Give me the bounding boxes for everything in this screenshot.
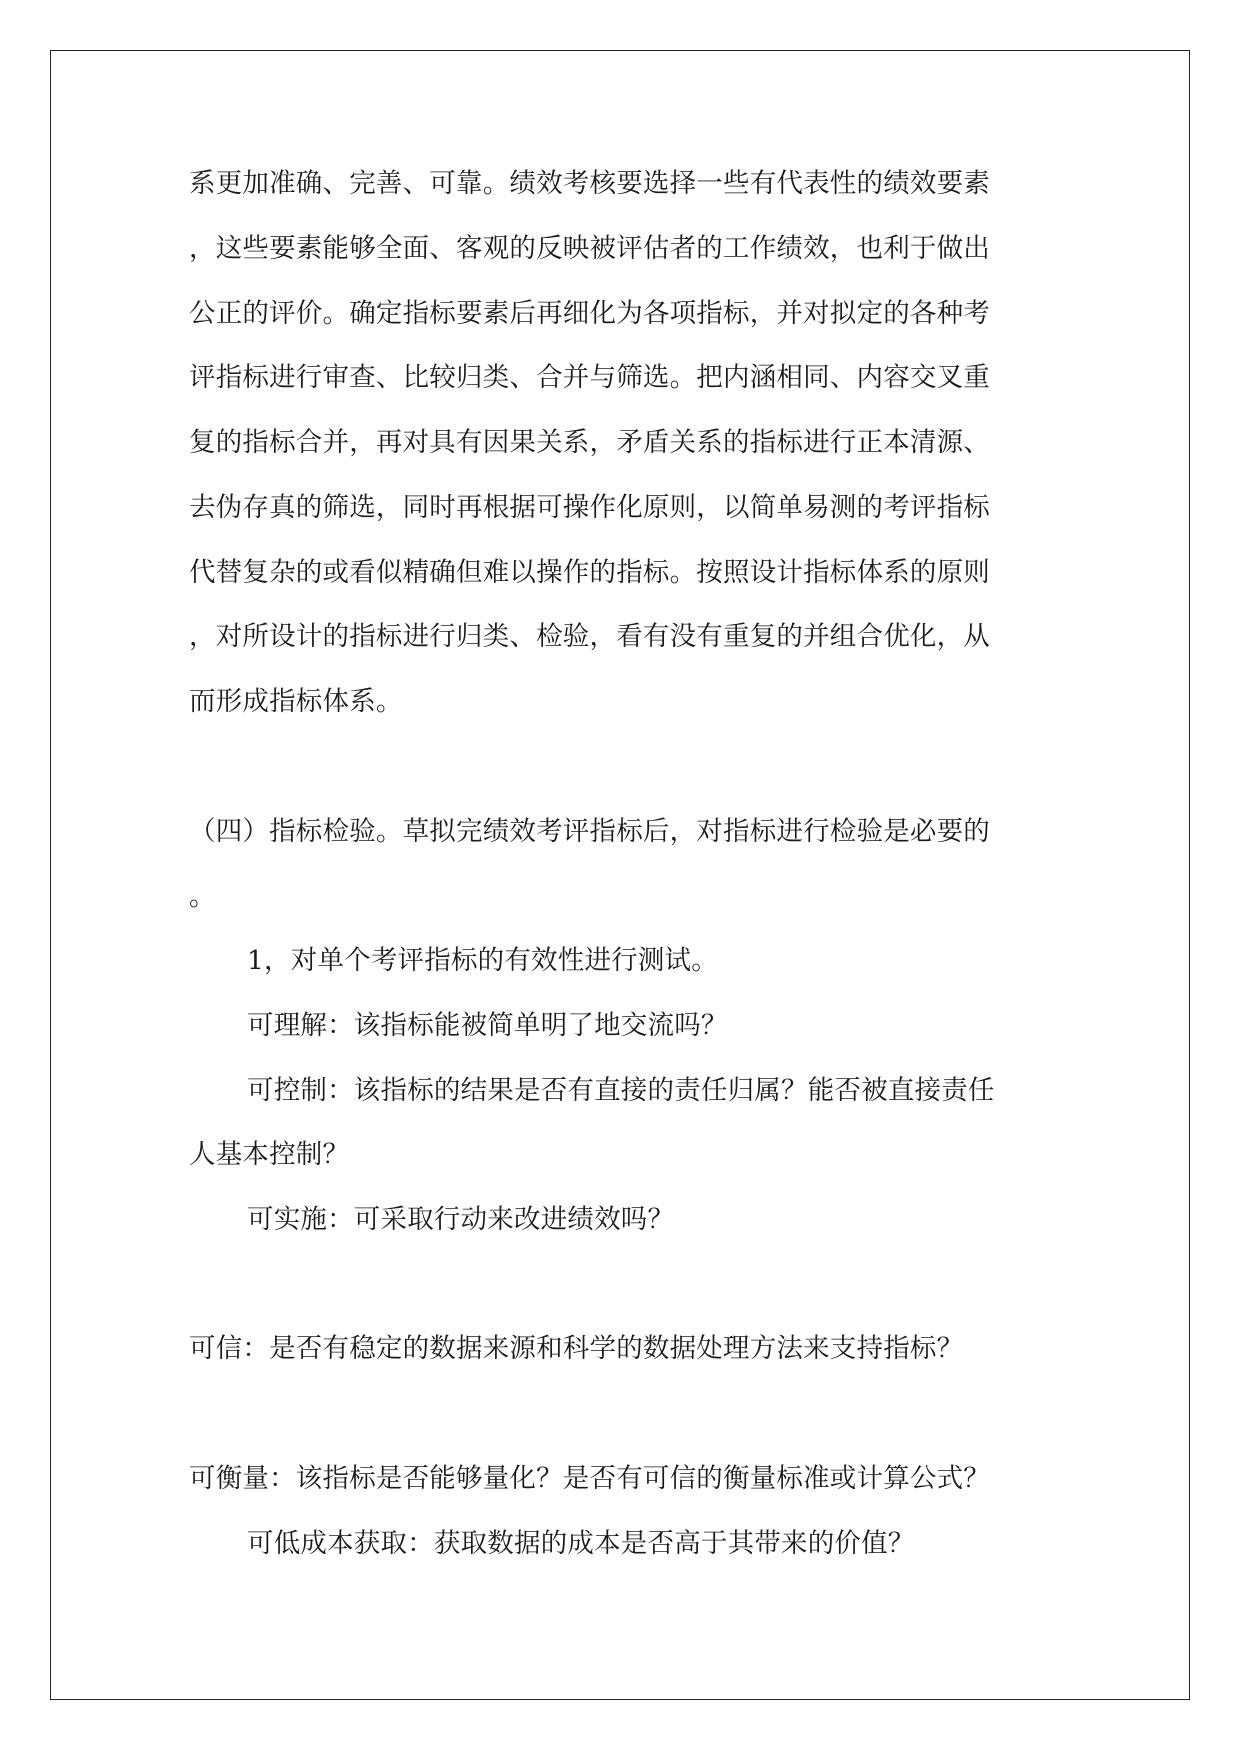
paragraph-line-2: ，这些要素能够全面、客观的反映被评估者的工作绩效，也利于做出 bbox=[189, 233, 990, 264]
criterion-measurable: 可衡量：该指标是否能够量化？是否有可信的衡量标准或计算公式？ bbox=[189, 1463, 990, 1494]
paragraph-line-3: 公正的评价。确定指标要素后再细化为各项指标，并对拟定的各种考 bbox=[189, 298, 990, 329]
paragraph-line-8: ，对所设计的指标进行归类、检验，看有没有重复的并组合优化，从 bbox=[189, 621, 990, 652]
section-heading-line: （四）指标检验。草拟完绩效考评指标后，对指标进行检验是必要的 bbox=[189, 816, 990, 847]
paragraph-line-9: 而形成指标体系。 bbox=[189, 686, 403, 717]
section-heading-continuation: 。 bbox=[189, 881, 216, 912]
criterion-controllable: 可控制：该指标的结果是否有直接的责任归属？能否被直接责任 bbox=[247, 1075, 995, 1106]
paragraph-line-7: 代替复杂的或看似精确但难以操作的指标。按照设计指标体系的原则 bbox=[189, 557, 990, 588]
criterion-understandable: 可理解：该指标能被简单明了地交流吗？ bbox=[247, 1010, 728, 1041]
criterion-credible: 可信：是否有稳定的数据来源和科学的数据处理方法来支持指标？ bbox=[189, 1333, 964, 1364]
criterion-actionable: 可实施：可采取行动来改进绩效吗？ bbox=[247, 1204, 675, 1235]
paragraph-line-5: 复的指标合并，再对具有因果关系，矛盾关系的指标进行正本清源、 bbox=[189, 427, 990, 458]
list-item-1: 1，对单个考评指标的有效性进行测试。 bbox=[247, 945, 718, 976]
paragraph-line-4: 评指标进行审查、比较归类、合并与筛选。把内涵相同、内容交叉重 bbox=[189, 362, 990, 393]
criterion-controllable-continuation: 人基本控制？ bbox=[189, 1139, 350, 1170]
criterion-low-cost: 可低成本获取：获取数据的成本是否高于其带来的价值？ bbox=[247, 1528, 915, 1559]
paragraph-line-6: 去伪存真的筛选，同时再根据可操作化原则，以简单易测的考评指标 bbox=[189, 492, 990, 523]
paragraph-line-1: 系更加准确、完善、可靠。绩效考核要选择一些有代表性的绩效要素 bbox=[189, 168, 990, 199]
